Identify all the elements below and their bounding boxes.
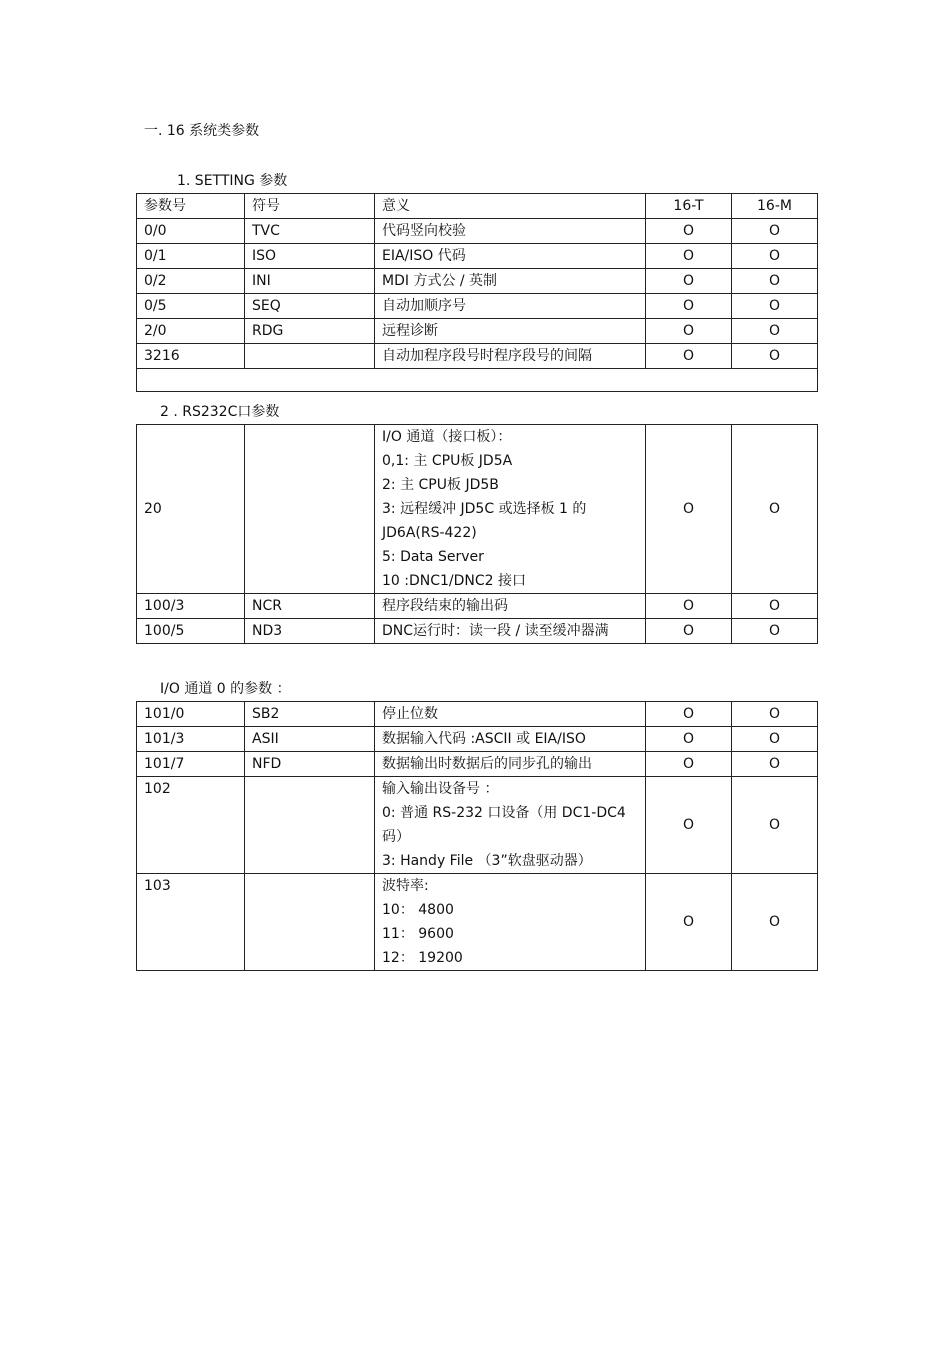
param-symbol: SEQ	[245, 294, 375, 319]
table-row	[137, 269, 818, 294]
table-row	[137, 244, 818, 269]
param-meaning: MDI 方式公 / 英制	[375, 269, 646, 294]
param-meaning	[375, 777, 646, 874]
table-row	[137, 344, 818, 369]
meaning-line: 10： 4800	[382, 902, 454, 918]
param-meaning: 停止位数	[375, 702, 646, 727]
support-16t: O	[646, 219, 732, 244]
param-meaning: 数据输出时数据后的同步孔的输出	[375, 752, 646, 777]
support-16t: O	[646, 777, 732, 874]
param-symbol: ASII	[245, 727, 375, 752]
table-row	[137, 294, 818, 319]
param-meaning	[375, 874, 646, 971]
support-16m: O	[732, 702, 818, 727]
param-no: 20	[137, 425, 245, 594]
meaning-line: I/O 通道（接口板）：	[382, 429, 512, 445]
meaning-line: 码）	[382, 829, 410, 845]
meaning-line: 11： 9600	[382, 926, 454, 942]
support-16t: O	[646, 619, 732, 644]
support-16t: O	[646, 425, 732, 594]
param-meaning: DNC运行时：读一段 / 读至缓冲器满	[375, 619, 646, 644]
table-row	[137, 219, 818, 244]
support-16m: O	[732, 874, 818, 971]
table-row	[137, 702, 818, 727]
blank-cell	[137, 369, 818, 392]
table-row	[137, 619, 818, 644]
meaning-line: 0: 普通 RS-232 口设备（用 DC1-DC4	[382, 805, 626, 821]
param-no: 0/5	[137, 294, 245, 319]
table-row	[137, 874, 818, 971]
table-row	[137, 319, 818, 344]
header-param-no: 参数号	[137, 194, 245, 219]
param-no: 103	[137, 874, 245, 971]
support-16t: O	[646, 269, 732, 294]
param-meaning: 程序段结束的输出码	[375, 594, 646, 619]
param-meaning: 远程诊断	[375, 319, 646, 344]
table-row	[137, 425, 818, 594]
param-symbol: NCR	[245, 594, 375, 619]
blank-row	[137, 369, 818, 392]
meaning-line: 0,1: 主 CPU板 JD5A	[382, 453, 513, 469]
support-16m: O	[732, 294, 818, 319]
param-no: 0/2	[137, 269, 245, 294]
support-16m: O	[732, 777, 818, 874]
param-no: 102	[137, 777, 245, 874]
meaning-line: 输入输出设备号 ：	[382, 781, 499, 797]
table-row	[137, 594, 818, 619]
support-16m: O	[732, 244, 818, 269]
header-symbol: 符号	[245, 194, 375, 219]
param-no: 2/0	[137, 319, 245, 344]
support-16m: O	[732, 727, 818, 752]
param-symbol: SB2	[245, 702, 375, 727]
param-symbol: INI	[245, 269, 375, 294]
support-16m: O	[732, 425, 818, 594]
header-16m: 16-M	[732, 194, 818, 219]
support-16t: O	[646, 727, 732, 752]
support-16t: O	[646, 244, 732, 269]
param-no: 101/0	[137, 702, 245, 727]
rs232c-params-title: 2 . RS232C口参数	[160, 404, 280, 420]
param-meaning: 自动加程序段号时程序段号的间隔	[375, 344, 646, 369]
meaning-line: 5: Data Server	[382, 549, 484, 565]
meaning-line: 10 :DNC1/DNC2 接口	[382, 573, 527, 589]
io-channel-0-table	[136, 701, 818, 971]
support-16m: O	[732, 594, 818, 619]
param-symbol: ND3	[245, 619, 375, 644]
param-no: 0/0	[137, 219, 245, 244]
meaning-line: 3: Handy File （3”软盘驱动器）	[382, 853, 592, 869]
header-meaning: 意义	[375, 194, 646, 219]
meaning-line: 2: 主 CPU板 JD5B	[382, 477, 499, 493]
param-meaning: 数据输入代码 :ASCII 或 EIA/ISO	[375, 727, 646, 752]
param-no: 3216	[137, 344, 245, 369]
param-symbol: NFD	[245, 752, 375, 777]
param-symbol: ISO	[245, 244, 375, 269]
support-16m: O	[732, 752, 818, 777]
support-16t: O	[646, 874, 732, 971]
param-no: 0/1	[137, 244, 245, 269]
setting-params-table	[136, 193, 818, 392]
meaning-line: 3: 远程缓冲 JD5C 或选择板 1 的	[382, 501, 587, 517]
meaning-line: JD6A(RS-422)	[382, 525, 477, 541]
rs232c-params-table	[136, 424, 818, 644]
param-no: 101/3	[137, 727, 245, 752]
meaning-line: 12： 19200	[382, 950, 463, 966]
support-16t: O	[646, 344, 732, 369]
param-symbol: RDG	[245, 319, 375, 344]
param-meaning	[375, 425, 646, 594]
support-16m: O	[732, 344, 818, 369]
table-row	[137, 727, 818, 752]
param-symbol	[245, 344, 375, 369]
param-meaning: EIA/ISO 代码	[375, 244, 646, 269]
param-meaning: 代码竖向校验	[375, 219, 646, 244]
table-row	[137, 777, 818, 874]
param-symbol: TVC	[245, 219, 375, 244]
support-16m: O	[732, 619, 818, 644]
param-symbol	[245, 874, 375, 971]
io-channel-0-title: I/O 通道 0 的参数 ：	[160, 681, 291, 697]
support-16m: O	[732, 269, 818, 294]
table-header-row	[137, 194, 818, 219]
support-16t: O	[646, 752, 732, 777]
support-16t: O	[646, 594, 732, 619]
section-title: 一. 16 系统类参数	[144, 123, 260, 139]
support-16m: O	[732, 319, 818, 344]
table-row	[137, 752, 818, 777]
param-no: 101/7	[137, 752, 245, 777]
param-no: 100/5	[137, 619, 245, 644]
support-16t: O	[646, 702, 732, 727]
param-no: 100/3	[137, 594, 245, 619]
support-16m: O	[732, 219, 818, 244]
meaning-line: 波特率:	[382, 878, 429, 894]
support-16t: O	[646, 319, 732, 344]
support-16t: O	[646, 294, 732, 319]
header-16t: 16-T	[646, 194, 732, 219]
param-meaning: 自动加顺序号	[375, 294, 646, 319]
param-symbol	[245, 425, 375, 594]
setting-params-title: 1. SETTING 参数	[177, 173, 288, 189]
param-symbol	[245, 777, 375, 874]
